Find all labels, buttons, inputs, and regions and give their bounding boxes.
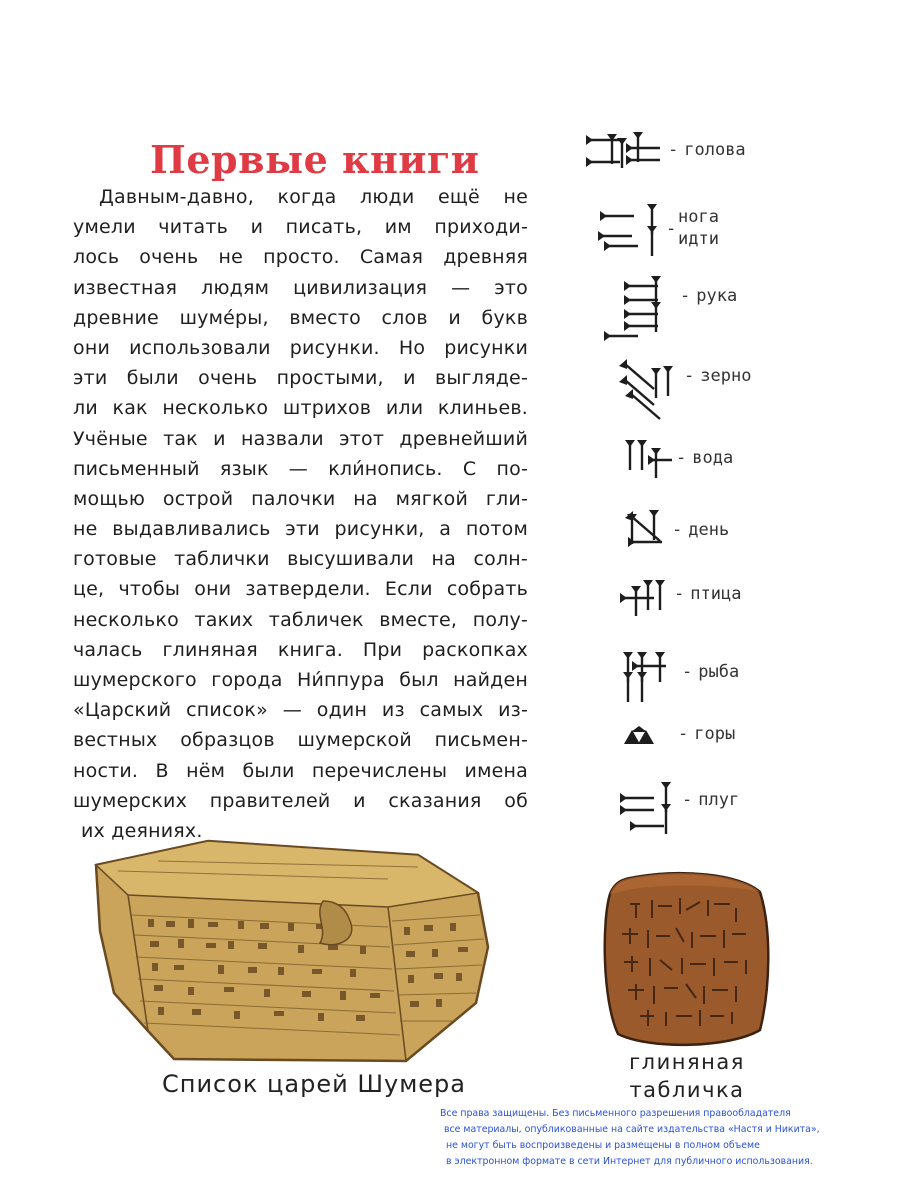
king-list-caption: Список царей Шумера xyxy=(162,1070,466,1098)
cuneiform-day-sign-icon xyxy=(622,506,672,558)
glossary-item-plough xyxy=(580,780,820,850)
glossary-label: нога xyxy=(678,207,719,227)
glossary-label: рука xyxy=(696,286,738,306)
body-line: ности. В нём были перечислены имена xyxy=(73,759,528,782)
clay-tablet-caption xyxy=(612,1048,762,1104)
glossary-dash: - xyxy=(682,662,693,682)
glossary-label: зерно xyxy=(700,366,752,386)
body-line: «Царский список» — один из самых из- xyxy=(73,699,528,722)
cuneiform-fish-sign-icon xyxy=(620,648,680,704)
body-line: мощью острой палочки на мягкой гли- xyxy=(73,487,528,510)
glossary-dash: - xyxy=(674,584,685,604)
clay-tablet-caption-line: табличка xyxy=(629,1078,745,1102)
clay-tablet-illustration xyxy=(600,870,770,1050)
copyright-notice xyxy=(440,1106,880,1170)
glossary-dash: - xyxy=(682,790,693,810)
glossary-dash: - xyxy=(680,286,691,306)
glossary-item-day xyxy=(580,506,820,576)
cuneiform-bird-sign-icon xyxy=(618,576,668,622)
glossary-dash: - xyxy=(672,520,683,540)
cuneiform-foot-sign-icon xyxy=(596,202,666,258)
king-list-illustration xyxy=(88,835,498,1070)
cuneiform-mountains-sign-icon xyxy=(620,724,660,750)
glossary-label: день xyxy=(688,520,730,540)
clay-tablet-caption-line: глиняная xyxy=(629,1050,745,1074)
glossary-item-head xyxy=(580,128,820,198)
glossary-item-water xyxy=(580,436,820,506)
glossary-label: вода xyxy=(692,448,734,468)
body-line: Учёные так и назвали этот древнейший xyxy=(73,427,528,450)
glossary-label: голова xyxy=(684,140,746,160)
body-line: ли как несколько штрихов или клиньев. xyxy=(73,397,528,420)
glossary-item-bird xyxy=(580,576,820,646)
glossary-label: горы xyxy=(694,724,736,744)
glossary-label: птица xyxy=(690,584,742,604)
body-line: лось очень не просто. Самая древняя xyxy=(73,246,528,269)
page-title: Первые книги xyxy=(150,137,480,183)
body-line: не выдавливались эти рисунки, а потом xyxy=(73,518,528,541)
glossary-item-grain xyxy=(580,358,820,428)
cuneiform-plough-sign-icon xyxy=(616,780,678,838)
body-line: письменный язык — кли́нопись. С по- xyxy=(73,457,528,480)
body-line: известная людям цивилизация — это xyxy=(73,276,528,299)
body-line: Давным-давно, когда люди ещё не xyxy=(99,186,528,208)
cuneiform-head-sign-icon xyxy=(582,128,668,176)
glossary-dash: - xyxy=(678,724,689,744)
copyright-line: Все права защищены. Без письменного разрешения правообладателя xyxy=(440,1108,791,1119)
glossary-item-fish xyxy=(580,648,820,718)
body-line: це, чтобы они затвердели. Если собрать xyxy=(73,578,528,601)
glossary-dash: - xyxy=(666,219,677,239)
body-line: чалась глиняная книга. При раскопках xyxy=(73,638,528,661)
body-line: они использовали рисунки. Но рисунки xyxy=(73,336,528,359)
glossary-dash: - xyxy=(676,448,687,468)
body-line: шумерского города Ни́ппура был найден xyxy=(73,669,528,691)
copyright-line: все материалы, опубликованные на сайте издательства «Настя и Никита», xyxy=(444,1124,820,1135)
body-line: вестных образцов шумерской письмен- xyxy=(73,729,528,752)
glossary-item-foot xyxy=(580,202,820,272)
glossary-label: плуг xyxy=(698,790,740,810)
glossary-dash: - xyxy=(684,366,695,386)
copyright-line: не могут быть воспроизведены и размещены в полном объеме xyxy=(446,1140,760,1151)
copyright-line: в электронном формате в сети Интернет для публичного использования. xyxy=(446,1156,813,1167)
cuneiform-grain-sign-icon xyxy=(618,358,688,422)
cuneiform-water-sign-icon xyxy=(622,436,672,484)
body-line: их деяниях. xyxy=(81,819,203,842)
body-line: готовые таблички высушивали на солн- xyxy=(73,548,528,571)
cuneiform-hand-sign-icon xyxy=(600,272,670,348)
body-line: несколько таких табличек вместе, полу- xyxy=(73,608,528,631)
cuneiform-glossary xyxy=(580,120,820,840)
glossary-label: рыба xyxy=(698,662,740,682)
body-line: умели читать и писать, им приходи- xyxy=(73,216,528,239)
body-line: шумерских правителей и сказания об xyxy=(73,789,528,812)
glossary-dash: - xyxy=(668,140,679,160)
glossary-item-hand xyxy=(580,272,820,342)
glossary-label: идти xyxy=(678,229,719,249)
body-paragraph xyxy=(73,182,528,846)
body-line: древние шуме́ры, вместо слов и букв xyxy=(73,306,528,329)
body-line: эти были очень простыми, и выгляде- xyxy=(73,367,528,390)
